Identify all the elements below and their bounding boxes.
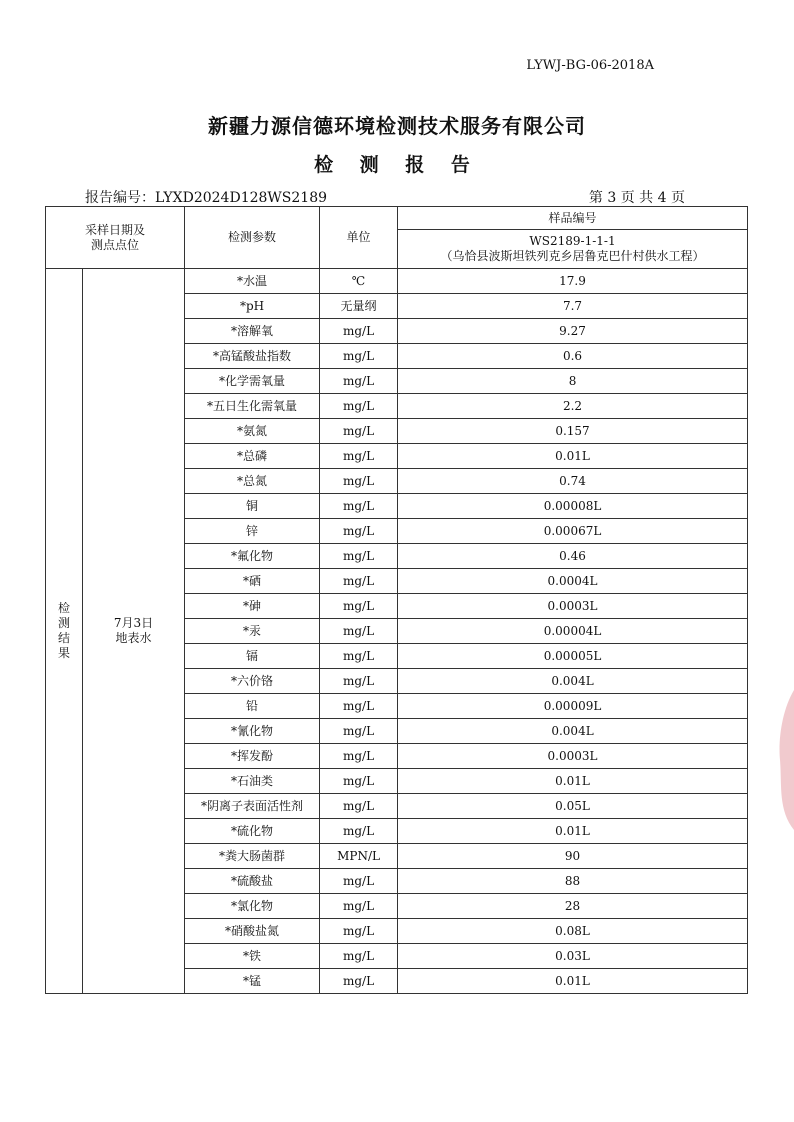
header-unit: 单位 xyxy=(320,207,398,269)
cell-value: 0.0004L xyxy=(398,569,748,594)
cell-unit: mg/L xyxy=(320,694,398,719)
cell-unit: mg/L xyxy=(320,544,398,569)
cell-value: 17.9 xyxy=(398,269,748,294)
cell-param: 铜 xyxy=(185,494,320,519)
cell-unit: mg/L xyxy=(320,894,398,919)
document-code: LYWJ-BG-06-2018A xyxy=(526,58,654,73)
cell-unit: mg/L xyxy=(320,744,398,769)
cell-value: 0.00005L xyxy=(398,644,748,669)
cell-param: *粪大肠菌群 xyxy=(185,844,320,869)
cell-unit: mg/L xyxy=(320,644,398,669)
cell-unit: mg/L xyxy=(320,719,398,744)
sample-id: WS2189-1-1-1 xyxy=(529,234,616,248)
header-sample-no: 样品编号 xyxy=(398,207,748,230)
cell-value: 2.2 xyxy=(398,394,748,419)
header-date-site xyxy=(46,207,185,269)
cell-param: 锌 xyxy=(185,519,320,544)
cell-value: 0.0003L xyxy=(398,744,748,769)
cell-unit: MPN/L xyxy=(320,844,398,869)
header-row xyxy=(46,207,748,230)
cell-unit: mg/L xyxy=(320,794,398,819)
cell-unit: mg/L xyxy=(320,869,398,894)
cell-param: *氨氮 xyxy=(185,419,320,444)
cell-value: 0.46 xyxy=(398,544,748,569)
cell-unit: mg/L xyxy=(320,469,398,494)
cell-value: 88 xyxy=(398,869,748,894)
cell-value: 0.004L xyxy=(398,719,748,744)
cell-unit: mg/L xyxy=(320,419,398,444)
cell-param: *硒 xyxy=(185,569,320,594)
cell-param: *硫化物 xyxy=(185,819,320,844)
cell-param: *氯化物 xyxy=(185,894,320,919)
cell-param: *石油类 xyxy=(185,769,320,794)
cell-value: 9.27 xyxy=(398,319,748,344)
cell-param: *总氮 xyxy=(185,469,320,494)
cell-value: 0.00008L xyxy=(398,494,748,519)
cell-unit: mg/L xyxy=(320,494,398,519)
cell-unit: 无量纲 xyxy=(320,294,398,319)
cell-param: *五日生化需氧量 xyxy=(185,394,320,419)
cell-unit: mg/L xyxy=(320,669,398,694)
cell-param: *挥发酚 xyxy=(185,744,320,769)
cell-param: *阴离子表面活性剂 xyxy=(185,794,320,819)
cell-value: 0.08L xyxy=(398,919,748,944)
cell-value: 0.01L xyxy=(398,969,748,994)
seal-stamp-edge xyxy=(774,690,794,830)
cell-unit: mg/L xyxy=(320,394,398,419)
cell-param: *硝酸盐氮 xyxy=(185,919,320,944)
cell-param: *溶解氧 xyxy=(185,319,320,344)
header-date-site-label: 采样日期及 测点点位 xyxy=(85,222,146,252)
cell-value: 0.01L xyxy=(398,444,748,469)
cell-param: *pH xyxy=(185,294,320,319)
cell-value: 0.004L xyxy=(398,669,748,694)
cell-value: 7.7 xyxy=(398,294,748,319)
cell-unit: mg/L xyxy=(320,444,398,469)
sample-site: （乌恰县波斯坦铁列克乡居鲁克巴什村供水工程） xyxy=(440,249,705,263)
cell-param: *水温 xyxy=(185,269,320,294)
sample-date-site xyxy=(83,269,185,994)
cell-param: *硫酸盐 xyxy=(185,869,320,894)
report-meta xyxy=(85,187,685,207)
table-row xyxy=(46,269,748,294)
cell-value: 0.6 xyxy=(398,344,748,369)
cell-value: 0.00009L xyxy=(398,694,748,719)
cell-value: 0.74 xyxy=(398,469,748,494)
header-sample-info xyxy=(398,230,748,269)
cell-param: *汞 xyxy=(185,619,320,644)
cell-param: *氰化物 xyxy=(185,719,320,744)
cell-param: *锰 xyxy=(185,969,320,994)
cell-value: 8 xyxy=(398,369,748,394)
cell-value: 0.00004L xyxy=(398,619,748,644)
cell-unit: mg/L xyxy=(320,369,398,394)
cell-value: 0.03L xyxy=(398,944,748,969)
cell-param: 镉 xyxy=(185,644,320,669)
cell-unit: mg/L xyxy=(320,969,398,994)
cell-param: *化学需氧量 xyxy=(185,369,320,394)
results-table xyxy=(45,206,748,994)
cell-param: *总磷 xyxy=(185,444,320,469)
cell-unit: mg/L xyxy=(320,944,398,969)
cell-value: 0.01L xyxy=(398,819,748,844)
cell-param: *铁 xyxy=(185,944,320,969)
cell-unit: ℃ xyxy=(320,269,398,294)
cell-param: *砷 xyxy=(185,594,320,619)
cell-unit: mg/L xyxy=(320,819,398,844)
cell-unit: mg/L xyxy=(320,344,398,369)
cell-value: 0.00067L xyxy=(398,519,748,544)
cell-param: *氟化物 xyxy=(185,544,320,569)
cell-unit: mg/L xyxy=(320,319,398,344)
cell-value: 0.01L xyxy=(398,769,748,794)
page-info: 第 3 页 共 4 页 xyxy=(588,190,685,206)
cell-value: 0.157 xyxy=(398,419,748,444)
cell-unit: mg/L xyxy=(320,619,398,644)
cell-unit: mg/L xyxy=(320,769,398,794)
section-label: 检 测 结 果 xyxy=(46,269,83,994)
report-number: 报告编号：LYXD2024D128WS2189 xyxy=(85,190,328,206)
cell-unit: mg/L xyxy=(320,594,398,619)
cell-value: 28 xyxy=(398,894,748,919)
cell-value: 0.05L xyxy=(398,794,748,819)
company-name: 新疆力源信德环境检测技术服务有限公司 xyxy=(208,114,586,138)
cell-unit: mg/L xyxy=(320,919,398,944)
header-param: 检测参数 xyxy=(185,207,320,269)
site-type: 地表水 xyxy=(115,631,152,645)
cell-param: *六价铬 xyxy=(185,669,320,694)
cell-param: 铅 xyxy=(185,694,320,719)
cell-param: *高锰酸盐指数 xyxy=(185,344,320,369)
cell-value: 0.0003L xyxy=(398,594,748,619)
report-title: 检 测 报 告 xyxy=(314,154,480,176)
cell-unit: mg/L xyxy=(320,519,398,544)
sample-date: 7月3日 xyxy=(113,616,154,630)
cell-value: 90 xyxy=(398,844,748,869)
cell-unit: mg/L xyxy=(320,569,398,594)
